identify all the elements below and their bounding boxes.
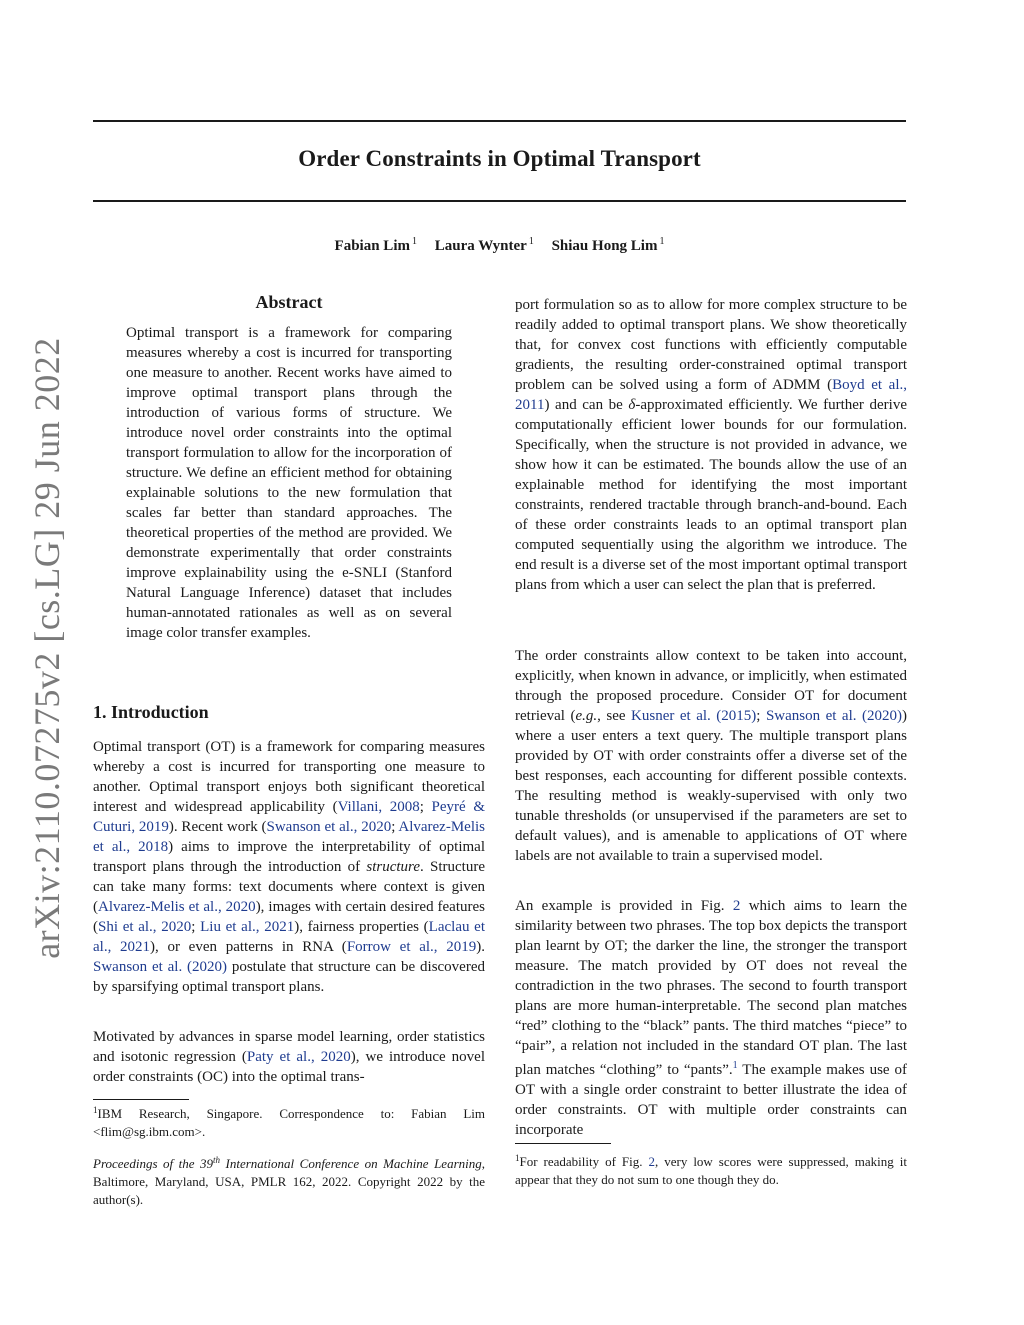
- footnote-affiliation: $^1$IBM Research, Singapore. Correspondence to: Fabian Lim <flim@sg.ibm.com>.: [93, 1105, 485, 1139]
- intro-paragraph-2: Motivated by advances in sparse model learning, order statistics and isotonic regression (Paty et al., 2020), we introduce novel order constraints (OC) into the optimal trans-: [93, 1029, 485, 1085]
- citation-link[interactable]: Peyré & Cuturi, 2019: [93, 799, 485, 835]
- title-bottom-rule: [93, 200, 906, 202]
- author-affiliation-mark: 1: [411, 236, 417, 247]
- author-name: Fabian Lim: [334, 238, 410, 254]
- author-name: Shiau Hong Lim: [551, 238, 658, 254]
- paper-title: Order Constraints in Optimal Transport: [298, 146, 701, 171]
- citation-link[interactable]: Laclau et al., 2021: [93, 919, 485, 955]
- title-top-rule: [93, 120, 906, 122]
- abstract-heading: Abstract: [255, 292, 323, 312]
- arxiv-identifier: arXiv:2110.07275v2 [cs.LG] 29 Jun 2022: [27, 337, 67, 959]
- footnote-mark: 1: [93, 1105, 98, 1115]
- right-paragraph-1: port formulation so as to allow for more complex structure to be readily added to optimal transport plans. We show theoretically that, for convex cost functions with efficiently computable gradients, the resulting order-constrained optimal transport problem can be solved using a form of ADMM (Boyd et al., 2011) and can be δ-approximated efficiently. We further derive computationally efficient lower bounds for our formulation. Specifically, when the structure is not provided in advance, we show how it can be estimated. The bounds allow the use of an explainable method for identifying the most important constraints, rendered tractable through branch-and-bound. Each of these order constraints leads to an optimal transport plan computed sequentially using the algorithm we introduce. The end result is a diverse set of the most important optimal transport plans from which a user can select the plan that is preferred.: [515, 297, 908, 593]
- right-paragraph-3: An example is provided in Fig. 2 which aims to learn the similarity between two phrases. The top box depicts the transport plan learnt by OT; the darker the line, the stronger the transport measure. The match provided by OT does not reveal the contradiction in the two phrases. The second to fourth transport plans are more human-interpretable. The second plan matches “red” clothing to the “black” pants. The third matches “piece” to “pair”, a relation not included in the standard OT plan. The last plan matches “clothing” to “pants”.$^1$ The example makes use of OT with a single order constraint to better illustrate the idea of order constraints. OT with multiple order constraints can incorporate: [515, 898, 908, 1138]
- delta-symbol: δ: [628, 397, 636, 413]
- footnote-proceedings: Proceedings of the 39th International Conference on Machine Learning, Baltimore, Maryland, USA, PMLR 162, 2022. Copyright 2022 by the author(s).: [93, 1155, 485, 1207]
- author-affiliation-mark: 1: [659, 236, 665, 247]
- section-heading-introduction: 1. Introduction: [93, 702, 209, 722]
- citation-link[interactable]: Swanson et al. (2020): [93, 959, 228, 975]
- footnote-reference-link[interactable]: 1: [732, 1060, 738, 1071]
- citation-link[interactable]: Swanson et al. (2020): [765, 708, 902, 724]
- author-name: Laura Wynter: [434, 238, 527, 254]
- citation-link[interactable]: Forrow et al., 2019: [346, 939, 477, 955]
- citation-link[interactable]: Villani, 2008: [337, 799, 420, 815]
- intro-paragraph-1: Optimal transport (OT) is a framework for comparing measures whereby a cost is incurred for transporting one measure to another. Optimal transport enjoys both significant theoretical interest and widespread applicability (Villani, 2008; Peyré & Cuturi, 2019). Recent work (Swanson et al., 2020; Alvarez-Melis et al., 2018) aims to improve the interpretability of optimal transport plans through the introduction of structure. Structure can take many forms: text documents where context is given (Alvarez-Melis et al., 2020), images with certain desired features (Shi et al., 2020; Liu et al., 2021), fairness properties (Laclau et al., 2021), or even patterns in RNA (Forrow et al., 2019). Swanson et al. (2020) postulate that structure can be discovered by sparsifying optimal transport plans.: [93, 739, 485, 995]
- author-affiliation-mark: 1: [528, 236, 534, 247]
- right-paragraph-2: The order constraints allow context to be taken into account, explicitly, when known in advance, or implicitly, when estimated through the proposed procedure. Consider OT for document retrieval (e.g., see Kusner et al. (2015); Swanson et al. (2020)) where a user enters a text query. The multiple transport plans provided by OT with order constraints offer a diverse set of the best responses, each accounting for different possible contexts. The resulting method is weakly-supervised with only two tunable thresholds (or unsupervised if the parameters are set to default values), and is amenable to applications of OT where labels are not available to train a supervised model.: [515, 648, 907, 864]
- footnote-mark: 1: [515, 1153, 520, 1163]
- author-list: [93, 236, 906, 255]
- footnote-readability: $^1$For readability of Fig. 2, very low scores were suppressed, making it appear that they do not sum to one though they do.: [515, 1153, 907, 1187]
- emphasis-structure: structure: [366, 859, 420, 875]
- citation-link[interactable]: Swanson et al., 2020: [266, 819, 392, 835]
- citation-link[interactable]: Alvarez-Melis et al., 2020: [98, 899, 256, 915]
- footnote-rule-right: [515, 1143, 611, 1144]
- citation-link[interactable]: Kusner et al. (2015): [631, 708, 757, 724]
- citation-link[interactable]: Alvarez-Melis et al., 2018: [93, 819, 485, 855]
- figure-reference-link[interactable]: 2: [732, 898, 741, 914]
- citation-link[interactable]: Shi et al., 2020: [98, 919, 192, 935]
- citation-link[interactable]: Boyd et al., 2011: [515, 377, 908, 413]
- figure-reference-link[interactable]: 2: [648, 1154, 655, 1169]
- footnote-rule-left: [93, 1099, 189, 1100]
- citation-link[interactable]: Liu et al., 2021: [200, 919, 295, 935]
- abstract-body: Optimal transport is a framework for comparing measures whereby a cost is incurred for transporting one measure to another. Recent works have aimed to improve optimal transport plans through the introduction of various forms of structure. We introduce novel order constraints into the optimal transport formulation to allow for the incorporation of structure. We define an efficient method for obtaining explainable solutions to the new formulation that scales far better than standard approaches. The theoretical properties of the method are provided. We demonstrate experimentally that order constraints improve explainability using the e-SNLI (Stanford Natural Language Inference) dataset that includes human-annotated rationales as well as on several image color transfer examples.: [126, 325, 452, 641]
- citation-link[interactable]: Paty et al., 2020: [246, 1049, 351, 1065]
